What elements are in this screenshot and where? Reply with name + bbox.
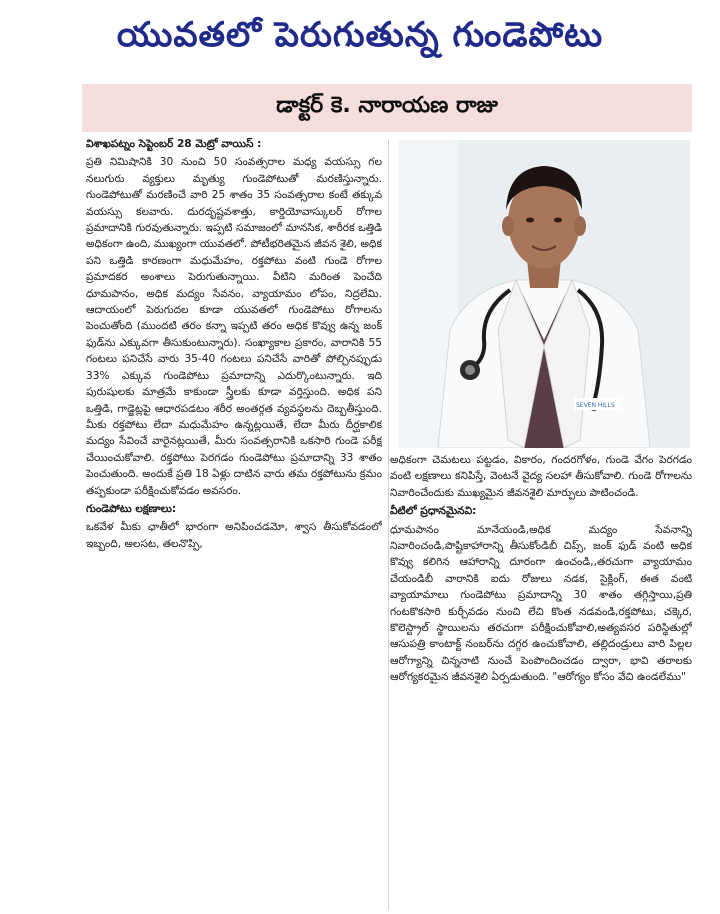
left-column	[86, 136, 382, 910]
column-divider	[388, 140, 389, 910]
symptoms-heading: గుండెపోటు లక్షణాలు:	[86, 502, 177, 515]
symptoms-text: ఒకవేళ మీకు ఛాతీలో భారంగా అనిపించడమో, శ్వాస తీసుకోవడంలో ఇబ్బంది, అలసట, తలనొప్పి,	[86, 521, 382, 550]
main-heading: వీటిలో ప్రధానమైనవి:	[390, 505, 477, 518]
coat-logo-text: SEVEN HILLS	[576, 402, 615, 409]
doctor-photo	[398, 140, 690, 448]
main-text: ధూమపానం మానేయండి,అధిక మద్యం సేవనాన్ని నివారించండి,పొష్టికాహారాన్ని తీసుకోండిబీ చిప్స్, జంక్ ఫుడ్ వంటి అధిక కొవ్వు కలిగిన ఆహారాన్ని దూరంగా ఉంచండి,,తరచుగా వ్యాయామం చేయండిబీ వారానికి ఐదు రోజులు నడక, సైక్లింగ్, ఈత వంటి వ్యాయామాలు గుండెపోటు ప్రమాదాన్ని 30 శాతం తగ్గిస్తాయి,ప్రతి గంటకొకసారి కుర్చీవడం నుంచి లేచి కొంత నడవండి,రక్తపోటు, చక్కెర, కొలెస్ట్రాల్ స్థాయిలను తరచుగా పరీక్షించుకోవాలి,అత్యవసర పరిస్థితుల్లో ఆసుపత్రి కాంటాక్ట్ నంబర్‌ను దగ్గర ఉంచుకోవాలి, తల్లిదండ్రులు వారి పిల్లల ఆరోగ్యాన్ని చిన్ననాటి నుంచే పెంపొందించడం ద్వారా, భావి తరాలకు ఆరోగ్యకరమైన జీవనశైలి ఏర్పడుతుంది. "ఆరోగ్యం కోసం వేచి ఉండలేము"	[390, 523, 692, 684]
byline-bar	[82, 84, 692, 132]
dateline: విశాఖపట్నం సెప్టెంబర్ 28 మెట్రో వాయిస్ :	[86, 138, 262, 150]
doctor-illustration	[398, 140, 690, 448]
continuation-text: అధికంగా చెమటలు పట్టడం, వికారం, గందరగోళం, గుండె వేగం పెరగడం వంటి లక్షణాలు కనిపిస్తే, వెంటనే వైద్య సలహా తీసుకోవాలి. గుండె రోగాలను నివారించేందుకు ముఖ్యమైన జీవనశైలి మార్పులు పాటించండి.	[390, 454, 692, 499]
right-column	[390, 452, 692, 910]
author-name: డాక్టర్ కె. నారాయణ రాజు	[276, 93, 498, 118]
body-paragraph: ప్రతి నిమిషానికి 30 నుంచి 50 సంవత్సరాల మధ్య వయస్సు గల నలుగురు వ్యక్తులు మృత్యు గుండెపోటుతో మరణిస్తున్నారు. గుండెపోటుతో మరణించే వారి 25 శాతం 35 సంవత్సరాల కంటే తక్కువ వయస్సు కలవారు. దురదృష్టవశాత్తు, కార్డియోవాస్కులర్ రోగాల ప్రమాదానికి గురవుతున్నారు. ఇప్పటి సమాజంలో మానసిక, శారీరక ఒత్తిడి అధికంగా ఉంది, ముఖ్యంగా యువతలో. పోటీభరితమైన జీవన శైలి, అధిక పని ఒత్తిడి కారణంగా మధుమేహం, రక్తపోటు వంటి గుండె రోగాల ప్రమాదకర అంశాలు పెరుగుతున్నాయి. వీటిని మరింత పెంచేది ధూమపానం, అధిక మద్యం సేవనం, వ్యాయామం లోపం, నిద్రలేమి. ఆదాయంలో పెరుగుదల కూడా యువతలో గుండెపోటు రోగాలను పెంచుతోంది (ముందటి తరం కన్నా ఇప్పటి తరం అధిక కొవ్వు ఉన్న జంక్ ఫుడ్‌ను ఎక్కువగా తీసుకుంటున్నారు). సంఖ్యాకాల ప్రకారం, వారానికి 55 గంటలు పనిచేసే వారు 35-40 గంటలు పనిచేసే వారితో పోల్చినప్పుడు 33% ఎక్కువ గుండెపోటు ప్రమాదాన్ని ఎదుర్కొంటున్నారు. ఇది పురుషులకు మాత్రమే కాకుండా స్త్రీలకు కూడా వర్తిస్తుంది. అధిక పని ఒత్తిడి, గాడ్జెట్లపై ఆధారపడటం శరీర అంతర్గత వ్యవస్థలను దెబ్బతీస్తుంది. మీకు రక్తపోటు లేదా మధుమేహం ఉన్నట్లయితే, లేదా మీరు దీర్ఘకాలిక మద్యం సేవించే వారైనట్లయితే, మీరు సంవత్సరానికి ఒకసారి గుండె పరీక్ష చేయించుకోవాలి. రక్తపోటు పెరగడం గుండెపోటు ప్రమాదాన్ని 33 శాతం పెంచుతుంది. అందుకే ప్రతి 18 ఏళ్లు దాటిన వారు తమ రక్తపోటును క్రమం తప్పకుండా పరీక్షించుకోవడం అవసరం.	[86, 156, 382, 497]
headline: యువతలో పెరుగుతున్న గుండెపోటు	[116, 15, 604, 55]
